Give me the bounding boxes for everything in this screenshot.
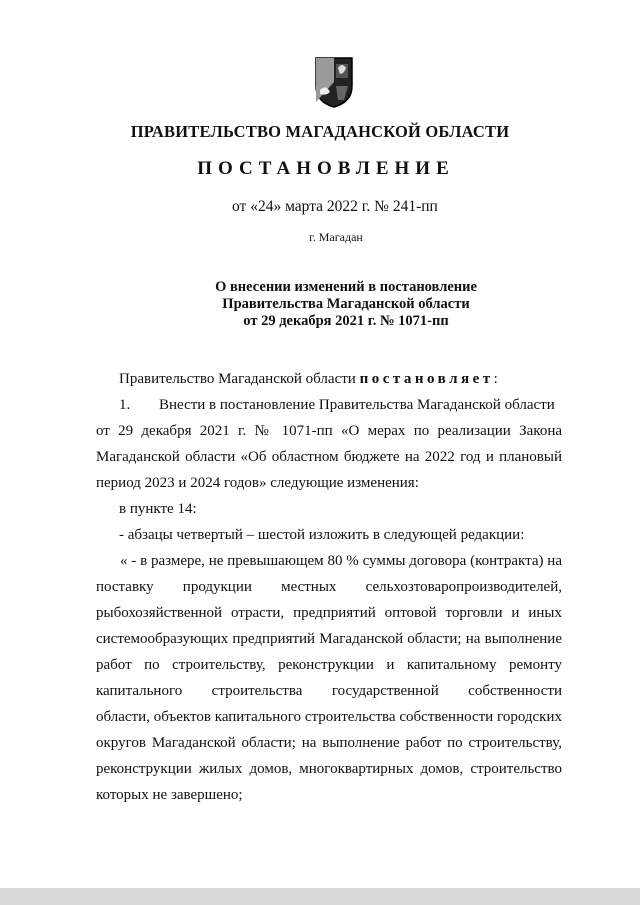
document-type-title: ПОСТАНОВЛЕНИЕ	[197, 158, 455, 179]
clause-1-line: Магаданской области «Об областном бюджете на 2022 год и плановый	[96, 449, 562, 465]
subject-line: Правительства Магаданской области	[222, 296, 470, 312]
subject-line: О внесении изменений в постановление	[215, 279, 477, 295]
preamble-tail: :	[493, 371, 498, 387]
preamble-verb: постановляет	[359, 371, 494, 387]
clause-number: 1.	[119, 397, 131, 413]
quote-line: которых не завершено;	[96, 787, 243, 803]
quote-line: округов Магаданской области; на выполнение работ по строительству,	[96, 735, 562, 751]
organization-title: ПРАВИТЕЛЬСТВО МАГАДАНСКОЙ ОБЛАСТИ	[130, 122, 510, 141]
paragraphs-instruction: - абзацы четвертый – шестой изложить в следующей редакции:	[119, 527, 525, 543]
quote-line: поставку продукции местных сельхозтоваропроизводителей,	[96, 579, 562, 595]
subject-line: от 29 декабря 2021 г. № 1071-пп	[243, 313, 449, 329]
scan-bottom-edge	[0, 888, 640, 905]
item-14-line: в пункте 14:	[119, 501, 197, 517]
clause-1-line: от 29 декабря 2021 г. № 1071-пп «О мерах по реализации Закона	[96, 423, 562, 439]
preamble	[96, 366, 562, 392]
quote-line: области, объектов капитального строительства собственности городских	[96, 709, 562, 725]
clause-1-line: период 2023 и 2024 годов» следующие изменения:	[96, 475, 419, 491]
clause-1-first-line	[96, 392, 562, 418]
city-line: г. Магадан	[309, 230, 363, 244]
document-subject	[0, 279, 640, 330]
document-body	[96, 366, 562, 808]
quote-line: рыбохозяйственной отрасти, предприятий оптовой торговли и иных	[96, 605, 562, 621]
quote-line: реконструкции жилых домов, многоквартирных домов, строительство	[96, 761, 562, 777]
quote-line: капитального строительства государственной собственности	[96, 683, 562, 699]
clause-1-first-text: Внести в постановление Правительства Магаданской области	[159, 397, 555, 413]
quote-line: системообразующих предприятий Магаданской области; на выполнение	[96, 631, 562, 647]
preamble-lead: Правительство Магаданской области	[119, 371, 360, 387]
quote-line: работ по строительству, реконструкции и капитальному ремонту	[96, 657, 562, 673]
date-and-number-line: от «24» марта 2022 г. № 241-пп	[232, 198, 438, 215]
coat-of-arms-emblem	[314, 56, 354, 108]
quote-first-line: « - в размере, не превышающем 80 % суммы договора (контракта) на	[120, 553, 562, 569]
